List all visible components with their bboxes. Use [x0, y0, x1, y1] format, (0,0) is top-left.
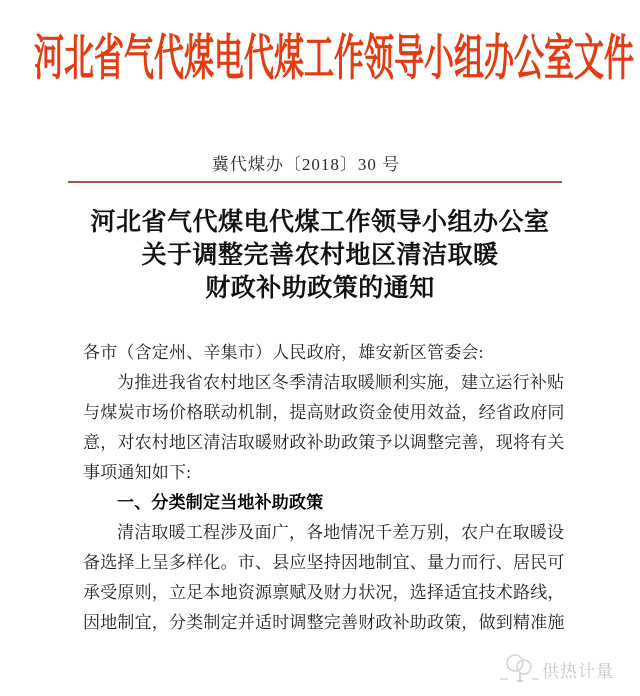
document-title-line: 关于调整完善农村地区清洁取暖	[141, 242, 499, 269]
body-line: 承受原则，立足本地资源禀赋及财力状况，选择适宜技术路线，	[83, 583, 565, 602]
body-line: 为推进我省农村地区冬季清洁取暖顺利实施，建立运行补贴	[117, 373, 565, 392]
body-line: 备选择上呈多样化。市、县应坚持因地制宜、量力而行、居民可	[83, 553, 565, 572]
body-line: 与煤炭市场价格联动机制，提高财政资金使用效益，经省政府同	[83, 403, 565, 422]
document-title-line: 财政补助政策的通知	[205, 275, 435, 302]
body-line-salutation: 各市（含定州、辛集市）人民政府，雄安新区管委会:	[83, 343, 484, 362]
document-title-line: 河北省气代煤电代煤工作领导小组办公室	[90, 209, 550, 236]
red-separator-line	[68, 181, 562, 183]
document-body	[83, 338, 573, 638]
letterhead-text: 河北省气代煤电代煤工作领导小组办公室文件	[34, 32, 634, 87]
body-line: 因地制宜，分类制定并适时调整完善财政补助政策，做到精准施	[83, 613, 565, 632]
letterhead-banner	[0, 18, 640, 87]
watermark	[498, 652, 614, 686]
balloon-tree-icon	[498, 652, 540, 686]
watermark-label: 供热计量	[542, 661, 614, 681]
body-line: 事项通知如下:	[83, 463, 192, 482]
body-line: 清洁取暖工程涉及面广，各地情况千差万别，农户在取暖设	[117, 523, 565, 542]
document-title	[0, 206, 640, 305]
document-number: 冀代煤办〔2018〕30 号	[211, 155, 401, 174]
body-line: 意，对农村地区清洁取暖财政补助政策予以调整完善，现将有关	[83, 433, 565, 452]
body-section-heading: 一、分类制定当地补助政策	[117, 493, 324, 512]
